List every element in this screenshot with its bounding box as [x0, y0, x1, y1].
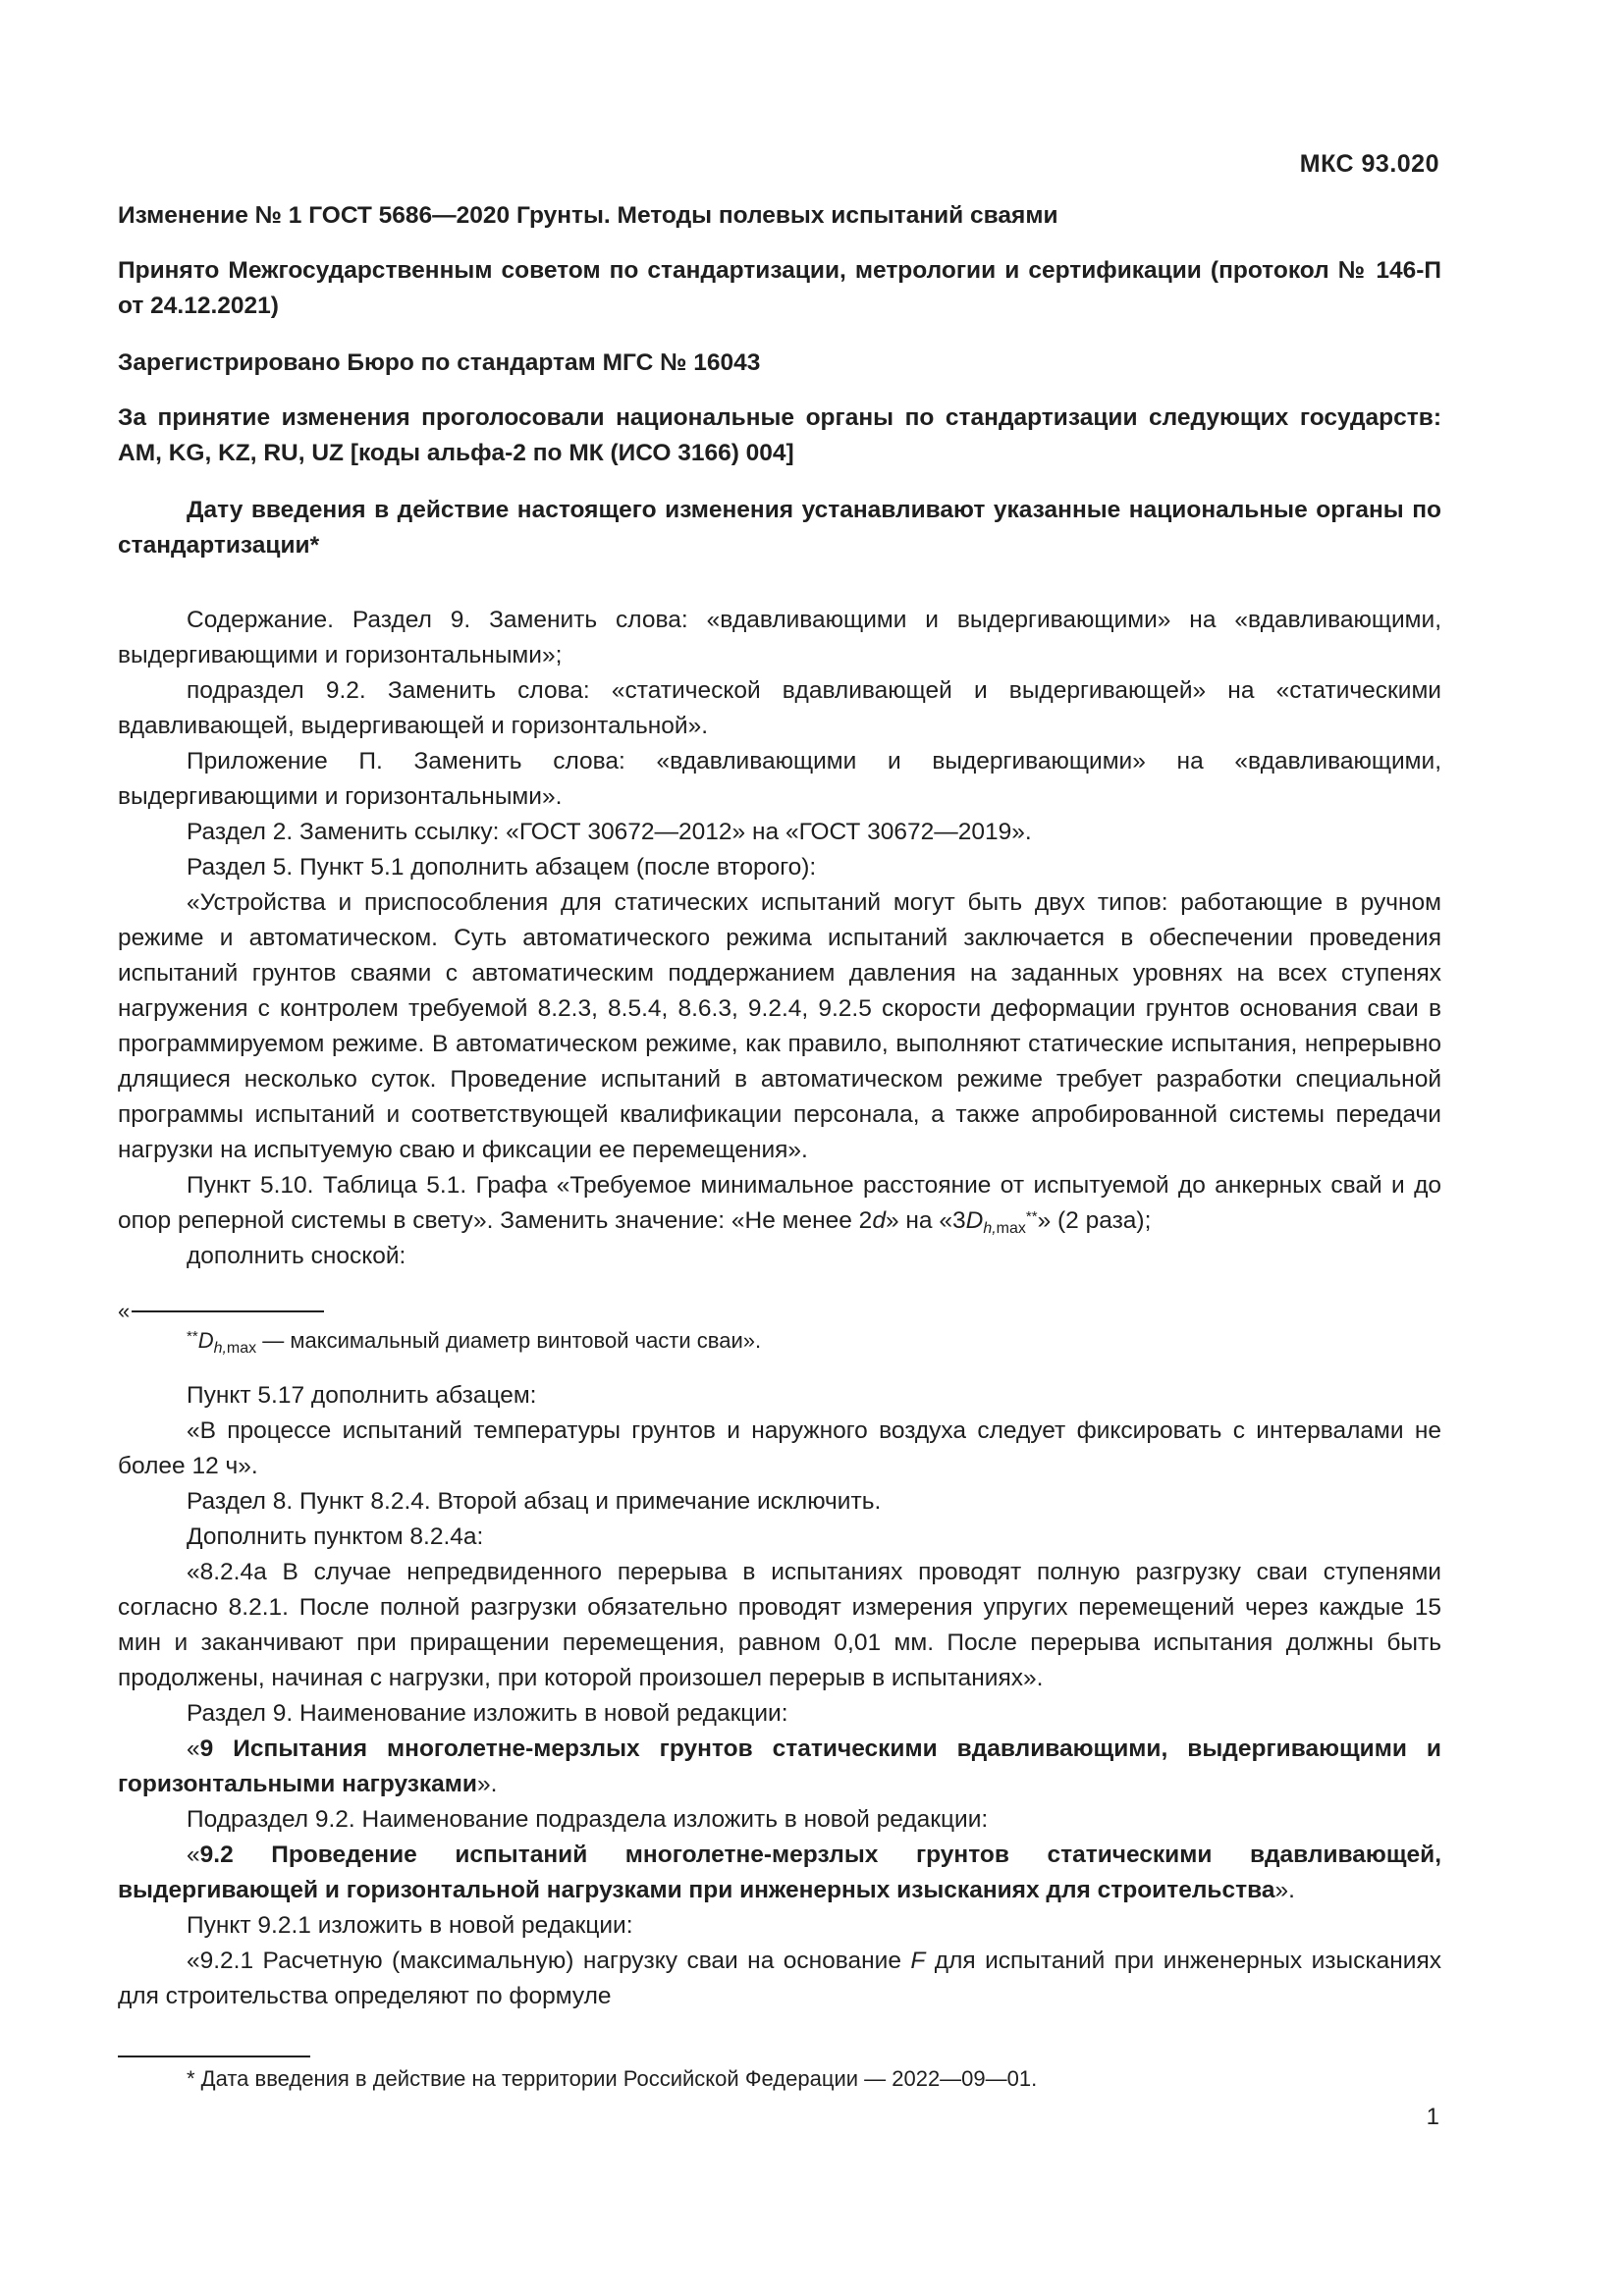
- registered-statement: Зарегистрировано Бюро по стандартам МГС № 16043: [118, 349, 761, 376]
- accepted-statement: Принято Межгосударственным советом по стандартизации, метрологии и сертификации (протокол № 146-П от 24.12.2021): [118, 257, 1441, 319]
- footnote-open-quote: «: [118, 1299, 131, 1323]
- amendment-body: [118, 603, 1441, 2095]
- page-number: 1: [1426, 2104, 1439, 2130]
- paragraph-921: «9.2.1 Расчетную (максимальную) нагрузку сваи на основание F для испытаний при инженерных изысканиях для строительства определяют по формуле: [118, 1948, 1441, 2009]
- paragraph-subsection-92: подраздел 9.2. Заменить слова: «статической вдавливающей и выдергивающей» на «статическими вдавливающей, выдергивающей и горизонтальной».: [118, 677, 1441, 739]
- paragraph-921-intro: Пункт 9.2.1 изложить в новой редакции:: [187, 1912, 633, 1939]
- inline-footnote-text: $^{**}D_{h,max}$ — максимальный диаметр винтовой части сваи».: [187, 1328, 762, 1357]
- paragraph-supplement-footnote: дополнить сноской:: [187, 1243, 406, 1269]
- paragraph-devices: «Устройства и приспособления для статических испытаний могут быть двух типов: работающие в ручном режиме и автоматическом. Суть автоматического режима испытаний заключается в обеспечении проведения испытаний грунтов сваями с автоматическим поддержанием давления на заданных уровнях на всех ступенях нагружения с контролем требуемой 8.2.3, 8.5.4, 8.6.3, 9.2.4, 9.2.5 скорости деформации грунтов основания сваи в программируемом режиме. В автоматическом режиме, как правило, выполняют статические испытания, непрерывно длящиеся несколько суток. Проведение испытаний в автоматическом режиме требует разработки специальной программы испытаний и соответствующей квалификации персонала, а также апробированной системы передачи нагрузки на испытуемую сваю и фиксации ее перемещения».: [118, 889, 1441, 1163]
- paragraph-subsection-92-intro: Подраздел 9.2. Наименование подраздела изложить в новой редакции:: [187, 1806, 989, 1833]
- paragraph-517: Пункт 5.17 дополнить абзацем:: [187, 1382, 537, 1409]
- voted-statement: За принятие изменения проголосовали национальные органы по стандартизации следующих государств: AM, KG, KZ, RU, UZ [коды альфа-2 по МК (ИСО 3166) 004]: [118, 404, 1441, 466]
- paragraph-subsection-92-title: «9.2 Проведение испытаний многолетне-мерзлых грунтов статическими вдавливающей, выдергивающей и горизонтальной нагрузками при инженерных изысканиях для строительства».: [118, 1842, 1441, 1903]
- footnote-divider-bottom: [118, 2056, 310, 2057]
- paragraph-appendix-p: Приложение П. Заменить слова: «вдавливающими и выдергивающими» на «вдавливающими, выдергивающими и горизонтальными».: [118, 748, 1441, 810]
- paragraph-section-9: Раздел 9. Наименование изложить в новой редакции:: [187, 1700, 788, 1727]
- paragraph-contents: Содержание. Раздел 9. Заменить слова: «вдавливающими и выдергивающими» на «вдавливающими, выдергивающими и горизонтальными»;: [118, 607, 1441, 668]
- paragraph-section-5: Раздел 5. Пункт 5.1 дополнить абзацем (после второго):: [187, 854, 817, 881]
- footnote-divider: [132, 1310, 324, 1312]
- mks-code: МКС 93.020: [1299, 150, 1439, 178]
- paragraph-section-9-title: «9 Испытания многолетне-мерзлых грунтов статическими вдавливающими, выдергивающими и горизонтальными нагрузками».: [118, 1735, 1441, 1797]
- paragraph-add-824a: Дополнить пунктом 8.2.4а:: [187, 1523, 484, 1550]
- page-footnote: * Дата введения в действие на территории Российской Федерации — 2022—09—01.: [187, 2066, 1038, 2091]
- paragraph-824a: «8.2.4а В случае непредвиденного перерыва в испытаниях проводят полную разгрузку сваи ступенями согласно 8.2.1. После полной разгрузки обязательно проводят измерения упругих перемещений через каждые 15 мин и заканчивают при приращении перемещения, равном 0,01 мм. После перерыва испытания должны быть продолжены, начиная с нагрузки, при которой произошел перерыв в испытаниях».: [118, 1559, 1441, 1691]
- amendment-title: Изменение № 1 ГОСТ 5686—2020 Грунты. Методы полевых испытаний сваями: [118, 202, 1058, 229]
- date-notice: Дату введения в действие настоящего изменения устанавливают указанные национальные органы по стандартизации*: [118, 497, 1441, 559]
- paragraph-temperature: «В процессе испытаний температуры грунтов и наружного воздуха следует фиксировать с интервалами не более 12 ч».: [118, 1417, 1441, 1479]
- paragraph-section-2: Раздел 2. Заменить ссылку: «ГОСТ 30672—2012» на «ГОСТ 30672—2019».: [187, 819, 1032, 845]
- paragraph-section-8: Раздел 8. Пункт 8.2.4. Второй абзац и примечание исключить.: [187, 1488, 882, 1515]
- paragraph-510: Пункт 5.10. Таблица 5.1. Графа «Требуемое минимальное расстояние от испытуемой до анкерных свай и до опор реперной системы в свету». Заменить значение: «Не менее 2d» на «$3D_{h,max}^{**}$» (2 раза);: [118, 1172, 1441, 1237]
- inline-footnote-rule: [118, 1300, 1441, 1323]
